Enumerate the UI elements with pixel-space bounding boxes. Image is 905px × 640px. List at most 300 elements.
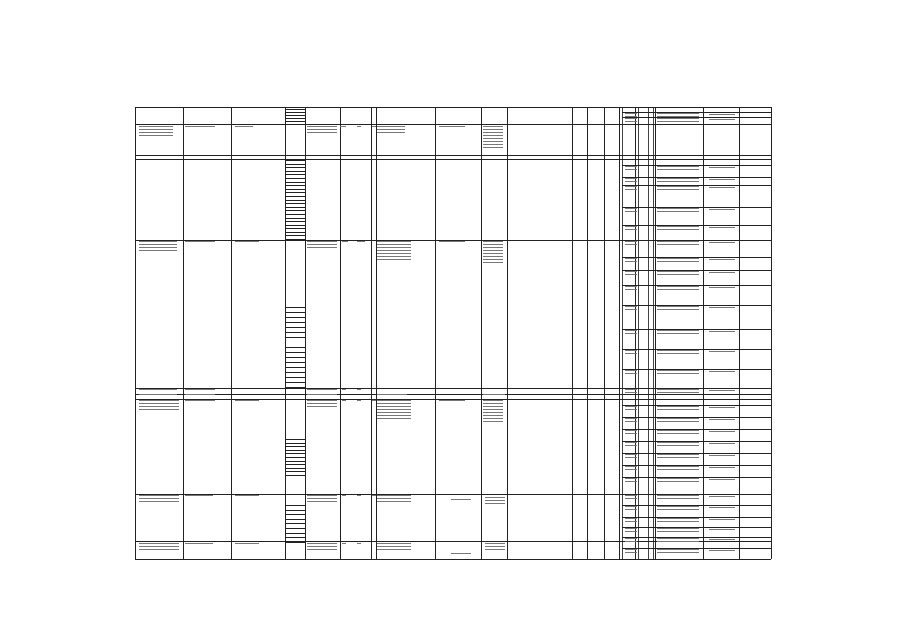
cell-text-mark xyxy=(657,289,699,290)
cell-text-mark xyxy=(625,189,637,190)
cell-text-mark xyxy=(485,546,505,547)
cell-text-mark xyxy=(657,286,699,287)
cell-text-mark xyxy=(709,496,735,497)
column-rule xyxy=(638,107,639,559)
cell-text-mark xyxy=(709,455,735,456)
cell-text-mark xyxy=(483,129,503,130)
cell-text-mark xyxy=(657,409,699,410)
cell-text-mark xyxy=(377,549,411,550)
cell-text-mark xyxy=(139,129,173,130)
cell-text-mark xyxy=(657,442,699,443)
cell-text-mark xyxy=(139,132,173,133)
fill-line-stack xyxy=(285,109,305,125)
cell-text-mark xyxy=(342,495,346,496)
fill-line-stack xyxy=(285,160,305,240)
cell-text-mark xyxy=(625,442,637,443)
cell-text-mark xyxy=(377,256,411,257)
cell-text-mark xyxy=(625,211,637,212)
cell-text-mark xyxy=(342,400,346,401)
cell-text-mark xyxy=(657,274,699,275)
cell-text-mark xyxy=(139,389,177,390)
cell-text-mark xyxy=(307,495,337,496)
column-rule xyxy=(371,107,372,559)
register-table xyxy=(135,107,771,559)
cell-text-mark xyxy=(657,271,699,272)
cell-text-mark xyxy=(307,498,337,499)
cell-text-mark xyxy=(625,528,637,529)
cell-text-mark xyxy=(657,211,699,212)
cell-text-mark xyxy=(235,126,253,127)
cell-text-mark xyxy=(657,549,699,550)
cell-text-mark xyxy=(709,209,735,210)
cell-text-mark xyxy=(485,543,505,544)
cell-text-mark xyxy=(625,509,637,510)
cell-text-mark xyxy=(657,373,699,374)
cell-text-mark xyxy=(625,113,637,114)
cell-text-mark xyxy=(625,333,637,334)
cell-text-mark xyxy=(625,271,637,272)
column-rule xyxy=(481,107,482,559)
cell-text-mark xyxy=(377,129,405,130)
cell-text-mark xyxy=(657,118,699,119)
cell-text-mark xyxy=(709,187,735,188)
cell-text-mark xyxy=(625,389,637,390)
cell-text-mark xyxy=(625,258,637,259)
cell-text-mark xyxy=(657,538,699,539)
cell-text-mark xyxy=(657,528,699,529)
column-rule xyxy=(507,107,508,559)
cell-text-mark xyxy=(657,552,699,553)
cell-text-mark xyxy=(377,259,411,260)
cell-text-mark xyxy=(307,132,337,133)
cell-text-mark xyxy=(307,543,337,544)
cell-text-mark xyxy=(709,119,735,120)
cell-text-mark xyxy=(485,549,505,550)
row-rule xyxy=(135,155,771,156)
cell-text-mark xyxy=(657,226,699,227)
cell-text-mark xyxy=(657,518,699,519)
cell-text-mark xyxy=(483,403,503,404)
cell-text-mark xyxy=(139,409,179,410)
cell-text-mark xyxy=(625,229,637,230)
cell-text-mark xyxy=(625,118,637,119)
cell-text-mark xyxy=(235,495,259,496)
column-rule xyxy=(648,107,649,559)
cell-text-mark xyxy=(307,241,337,242)
cell-text-mark xyxy=(139,546,179,547)
cell-text-mark xyxy=(625,353,637,354)
fill-line-stack xyxy=(285,439,305,476)
cell-text-mark xyxy=(235,241,259,242)
cell-text-mark xyxy=(657,208,699,209)
cell-text-mark xyxy=(139,394,177,395)
cell-text-mark xyxy=(483,244,503,245)
cell-text-mark xyxy=(377,418,411,419)
cell-text-mark xyxy=(139,406,179,407)
cell-text-mark xyxy=(625,541,637,542)
cell-text-mark xyxy=(483,135,503,136)
cell-text-mark xyxy=(625,418,637,419)
cell-text-mark xyxy=(657,353,699,354)
column-rule xyxy=(340,107,341,559)
cell-text-mark xyxy=(625,469,637,470)
column-rule xyxy=(376,107,377,559)
cell-text-mark xyxy=(185,495,213,496)
column-rule xyxy=(653,107,654,559)
column-rule xyxy=(604,107,605,559)
cell-text-mark xyxy=(377,546,411,547)
cell-text-mark xyxy=(625,409,637,410)
cell-text-mark xyxy=(485,500,505,501)
cell-text-mark xyxy=(342,543,346,544)
column-rule xyxy=(619,107,620,559)
cell-text-mark xyxy=(625,309,637,310)
cell-text-mark xyxy=(657,178,699,179)
cell-text-mark xyxy=(307,247,337,248)
cell-text-mark xyxy=(139,495,179,496)
cell-text-mark xyxy=(657,421,699,422)
cell-text-mark xyxy=(483,394,505,395)
column-rule xyxy=(587,107,588,559)
cell-text-mark xyxy=(185,389,215,390)
column-rule xyxy=(572,107,573,559)
cell-text-mark xyxy=(625,261,637,262)
cell-text-mark xyxy=(377,403,411,404)
cell-text-mark xyxy=(483,412,503,413)
cell-text-mark xyxy=(357,241,365,242)
cell-text-mark xyxy=(377,132,405,133)
cell-text-mark xyxy=(709,371,735,372)
cell-text-mark xyxy=(185,241,215,242)
cell-text-mark xyxy=(709,407,735,408)
cell-text-mark xyxy=(377,241,411,242)
cell-text-mark xyxy=(657,309,699,310)
cell-text-mark xyxy=(483,247,503,248)
cell-text-mark xyxy=(377,126,405,127)
cell-text-mark xyxy=(657,261,699,262)
cell-text-mark xyxy=(439,126,465,127)
cell-text-mark xyxy=(657,244,699,245)
cell-text-mark xyxy=(483,138,503,139)
cell-text-mark xyxy=(185,400,215,401)
cell-text-mark xyxy=(485,497,505,498)
cell-text-mark xyxy=(625,116,637,117)
column-rule xyxy=(739,107,740,559)
cell-text-mark xyxy=(657,498,699,499)
cell-text-mark xyxy=(709,242,735,243)
row-rule xyxy=(135,394,771,395)
cell-text-mark xyxy=(657,469,699,470)
cell-text-mark xyxy=(451,553,471,554)
cell-text-mark xyxy=(483,253,503,254)
cell-text-mark xyxy=(657,521,699,522)
cell-text-mark xyxy=(657,350,699,351)
cell-text-mark xyxy=(483,241,503,242)
cell-text-mark xyxy=(709,443,735,444)
cell-text-mark xyxy=(709,259,735,260)
column-rule xyxy=(622,107,623,559)
column-rule xyxy=(231,107,232,559)
cell-text-mark xyxy=(625,421,637,422)
cell-text-mark xyxy=(709,272,735,273)
cell-text-mark xyxy=(377,501,411,502)
cell-text-mark xyxy=(625,478,637,479)
cell-text-mark xyxy=(657,541,699,542)
cell-text-mark xyxy=(625,518,637,519)
cell-text-mark xyxy=(709,419,735,420)
cell-text-mark xyxy=(483,147,503,148)
cell-text-mark xyxy=(377,498,411,499)
cell-text-mark xyxy=(709,390,735,391)
cell-text-mark xyxy=(657,258,699,259)
row-rule xyxy=(135,107,771,108)
cell-text-mark xyxy=(709,467,735,468)
cell-text-mark xyxy=(625,538,637,539)
cell-text-mark xyxy=(657,506,699,507)
cell-text-mark xyxy=(625,186,637,187)
cell-text-mark xyxy=(625,445,637,446)
cell-text-mark xyxy=(625,121,637,122)
fill-line-stack xyxy=(285,347,305,388)
cell-text-mark xyxy=(185,394,215,395)
cell-text-mark xyxy=(377,244,411,245)
cell-text-mark xyxy=(357,495,361,496)
cell-text-mark xyxy=(625,274,637,275)
cell-text-mark xyxy=(625,244,637,245)
cell-text-mark xyxy=(235,543,259,544)
cell-text-mark xyxy=(625,466,637,467)
cell-text-mark xyxy=(342,241,348,242)
cell-text-mark xyxy=(657,113,699,114)
cell-text-mark xyxy=(357,126,361,127)
cell-text-mark xyxy=(342,389,346,390)
cell-text-mark xyxy=(657,466,699,467)
cell-text-mark xyxy=(657,241,699,242)
cell-text-mark xyxy=(657,189,699,190)
cell-text-mark xyxy=(625,350,637,351)
cell-text-mark xyxy=(307,403,337,404)
cell-text-mark xyxy=(139,543,179,544)
cell-text-mark xyxy=(709,167,735,168)
cell-text-mark xyxy=(657,330,699,331)
cell-text-mark xyxy=(625,370,637,371)
cell-text-mark xyxy=(625,181,637,182)
cell-text-mark xyxy=(625,430,637,431)
column-rule xyxy=(771,107,772,559)
cell-text-mark xyxy=(709,479,735,480)
cell-text-mark xyxy=(709,431,735,432)
cell-text-mark xyxy=(709,179,735,180)
cell-text-mark xyxy=(625,552,637,553)
cell-text-mark xyxy=(377,250,411,251)
cell-text-mark xyxy=(709,307,735,308)
cell-text-mark xyxy=(625,481,637,482)
cell-text-mark xyxy=(657,406,699,407)
cell-text-mark xyxy=(377,495,411,496)
cell-text-mark xyxy=(625,506,637,507)
cell-text-mark xyxy=(185,543,213,544)
cell-text-mark xyxy=(139,250,177,251)
cell-text-mark xyxy=(625,392,637,393)
cell-text-mark xyxy=(139,400,179,401)
column-rule xyxy=(183,107,184,559)
cell-text-mark xyxy=(483,400,503,401)
cell-text-mark xyxy=(657,121,699,122)
cell-text-mark xyxy=(625,549,637,550)
cell-text-mark xyxy=(709,227,735,228)
cell-text-mark xyxy=(139,498,179,499)
cell-text-mark xyxy=(483,262,503,263)
cell-text-mark xyxy=(307,400,337,401)
cell-text-mark xyxy=(657,481,699,482)
cell-text-mark xyxy=(185,126,215,127)
cell-text-mark xyxy=(709,550,735,551)
cell-text-mark xyxy=(625,433,637,434)
cell-text-mark xyxy=(139,244,177,245)
cell-text-mark xyxy=(372,495,376,496)
cell-text-mark xyxy=(709,539,735,540)
cell-text-mark xyxy=(657,454,699,455)
cell-text-mark xyxy=(307,501,337,502)
cell-text-mark xyxy=(657,531,699,532)
cell-text-mark xyxy=(307,546,337,547)
cell-text-mark xyxy=(377,400,411,401)
cell-text-mark xyxy=(709,331,735,332)
cell-text-mark xyxy=(625,306,637,307)
cell-text-mark xyxy=(372,400,376,401)
cell-text-mark xyxy=(625,226,637,227)
cell-text-mark xyxy=(657,306,699,307)
cell-text-mark xyxy=(709,114,735,115)
cell-text-mark xyxy=(139,241,177,242)
row-rule xyxy=(135,559,771,560)
column-rule xyxy=(655,107,656,559)
cell-text-mark xyxy=(451,499,471,500)
cell-text-mark xyxy=(483,132,503,133)
cell-text-mark xyxy=(342,126,346,127)
cell-text-mark xyxy=(625,457,637,458)
cell-text-mark xyxy=(235,400,259,401)
cell-text-mark xyxy=(483,409,503,410)
cell-text-mark xyxy=(625,289,637,290)
column-rule xyxy=(435,107,436,559)
cell-text-mark xyxy=(483,415,503,416)
cell-text-mark xyxy=(483,418,503,419)
cell-text-mark xyxy=(439,400,465,401)
cell-text-mark xyxy=(357,543,361,544)
cell-text-mark xyxy=(657,229,699,230)
cell-text-mark xyxy=(625,178,637,179)
cell-text-mark xyxy=(625,498,637,499)
column-rule xyxy=(135,107,136,559)
cell-text-mark xyxy=(377,543,411,544)
cell-text-mark xyxy=(377,409,411,410)
cell-text-mark xyxy=(483,256,503,257)
column-rule xyxy=(703,107,704,559)
cell-text-mark xyxy=(483,421,503,422)
cell-text-mark xyxy=(657,392,699,393)
cell-text-mark xyxy=(377,406,411,407)
cell-text-mark xyxy=(657,169,699,170)
cell-text-mark xyxy=(307,394,337,395)
cell-text-mark xyxy=(625,169,637,170)
cell-text-mark xyxy=(625,373,637,374)
cell-text-mark xyxy=(139,549,179,550)
cell-text-mark xyxy=(307,406,337,407)
fill-line-stack xyxy=(285,505,305,543)
cell-text-mark xyxy=(625,495,637,496)
cell-text-mark xyxy=(139,501,179,502)
cell-text-mark xyxy=(657,495,699,496)
cell-text-mark xyxy=(377,394,407,395)
cell-text-mark xyxy=(625,330,637,331)
cell-text-mark xyxy=(709,507,735,508)
cell-text-mark xyxy=(377,415,411,416)
cell-text-mark xyxy=(657,181,699,182)
cell-text-mark xyxy=(657,389,699,390)
cell-text-mark xyxy=(657,430,699,431)
cell-text-mark xyxy=(357,400,361,401)
cell-text-mark xyxy=(657,370,699,371)
row-rule xyxy=(135,159,771,160)
cell-text-mark xyxy=(372,126,376,127)
cell-text-mark xyxy=(709,351,735,352)
cell-text-mark xyxy=(625,208,637,209)
cell-text-mark xyxy=(307,244,337,245)
cell-text-mark xyxy=(625,286,637,287)
row-rule xyxy=(135,124,771,125)
cell-text-mark xyxy=(709,287,735,288)
cell-text-mark xyxy=(657,116,699,117)
cell-text-mark xyxy=(709,519,735,520)
cell-text-mark xyxy=(483,141,503,142)
cell-text-mark xyxy=(307,129,337,130)
cell-text-mark xyxy=(657,418,699,419)
cell-text-mark xyxy=(625,241,637,242)
cell-text-mark xyxy=(483,144,503,145)
cell-text-mark xyxy=(625,406,637,407)
cell-text-mark xyxy=(483,250,503,251)
cell-text-mark xyxy=(657,478,699,479)
cell-text-mark xyxy=(377,253,411,254)
column-rule xyxy=(305,107,306,559)
cell-text-mark xyxy=(657,433,699,434)
cell-text-mark xyxy=(625,454,637,455)
cell-text-mark xyxy=(139,135,173,136)
cell-text-mark xyxy=(307,549,337,550)
cell-text-mark xyxy=(307,389,337,390)
cell-text-mark xyxy=(625,521,637,522)
cell-text-mark xyxy=(625,166,637,167)
cell-text-mark xyxy=(657,333,699,334)
cell-text-mark xyxy=(657,509,699,510)
cell-text-mark xyxy=(307,126,337,127)
cell-text-mark xyxy=(139,403,179,404)
cell-text-mark xyxy=(139,247,177,248)
cell-text-mark xyxy=(485,503,505,504)
cell-text-mark xyxy=(139,126,173,127)
cell-text-mark xyxy=(657,186,699,187)
cell-text-mark xyxy=(483,406,503,407)
fill-line-stack xyxy=(285,307,305,338)
cell-text-mark xyxy=(625,531,637,532)
cell-text-mark xyxy=(483,126,503,127)
cell-text-mark xyxy=(377,247,411,248)
cell-text-mark xyxy=(439,241,465,242)
cell-text-mark xyxy=(709,529,735,530)
cell-text-mark xyxy=(657,445,699,446)
cell-text-mark xyxy=(483,259,503,260)
